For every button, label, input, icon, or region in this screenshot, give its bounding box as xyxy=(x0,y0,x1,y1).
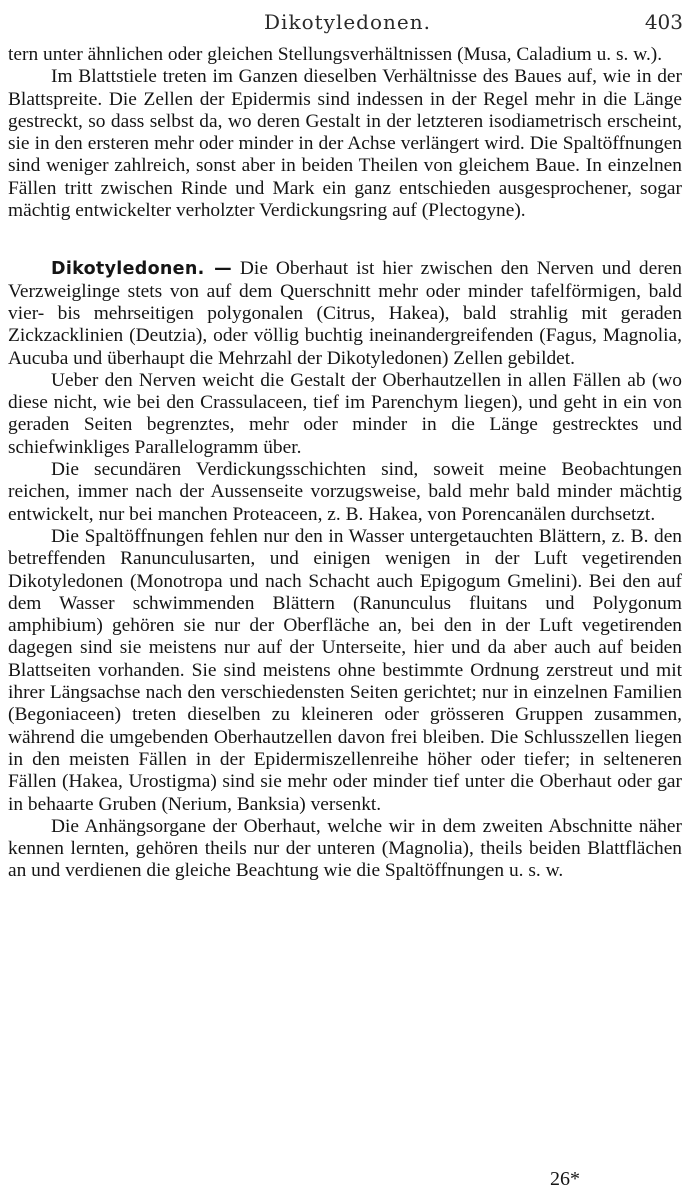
page-number: 403 xyxy=(644,10,683,34)
paragraph-dikotyledonen xyxy=(8,258,682,369)
paragraph-anhaengsorgane: Die Anhängsorgane der Oberhaut, welche wir in dem zweiten Abschnitte näher kennen lernten, gehören theils nur der unteren (Magnolia), theils beiden Blattflächen an und verdienen die gleiche Beachtung wie die Spaltöffnungen u. s. w. xyxy=(8,815,682,882)
paragraph-blattstiele: Im Blattstiele treten im Ganzen dieselben Verhältnisse des Baues auf, wie in der Blattspreite. Die Zellen der Epidermis sind indessen in der Regel mehr in die Länge gestreckt, so dass selbst da, wo deren Gestalt in der letzteren isodiametrisch erscheint, sie in den ersteren mehr oder minder in der Achse verlängert wird. Die Spaltöffnungen sind weniger zahlreich, sonst aber in beiden Theilen von gleichem Baue. In einzelnen Fällen tritt zwischen Rinde und Mark ein ganz entschieden ausgesprochener, sogar mächtig entwickelter verholzter Verdickungsring auf (Plectogyne). xyxy=(8,66,682,222)
section-gap xyxy=(8,222,682,258)
signature-mark: 26* xyxy=(550,1168,580,1190)
paragraph-continuation: tern unter ähnlichen oder gleichen Stellungsverhältnissen (Musa, Caladium u. s. w.). xyxy=(8,44,663,65)
running-head xyxy=(0,10,695,40)
body-text xyxy=(8,44,682,883)
paragraph-nerven: Ueber den Nerven weicht die Gestalt der Oberhautzellen in allen Fällen ab (wo diese nicht, wie bei den Crassulaceen, tief im Parenchym liegen), und geht in ein von geraden Seiten begrenztes, mehr oder minder in die Länge gestrecktes und schiefwinkliges Parallelogramm über. xyxy=(8,369,682,458)
paragraph-spaltoeffnungen: Die Spaltöffnungen fehlen nur den in Wasser untergetauchten Blättern, z. B. den betreffenden Ranunculusarten, und einigen wenigen in der Luft vegetirenden Dikotyledonen (Monotropa und nach Schacht auch Epigogum Gmelini). Bei den auf dem Wasser schwimmenden Blättern (Ranunculus fluitans und Polygonum amphibium) gehören sie nur der Oberfläche an, bei den in der Luft vegetirenden dagegen sind sie meistens nur auf der Unterseite, hier und da aber auch auf beiden Blattseiten vorhanden. Sie sind meistens ohne bestimmte Ordnung zerstreut und mit ihrer Längsachse nach den verschiedensten Seiten gerichtet; nur in einzelnen Familien (Begoniaceen) treten dieselben zu kleineren oder grösseren Gruppen zusammen, während die umgebenden Oberhautzellen davon frei bleiben. Die Schlusszellen liegen in den meisten Fällen in der Epidermiszellenreihe höher oder tiefer; in selteneren Fällen (Hakea, Urostigma) sind sie mehr oder minder tief unter die Oberhaut oder gar in behaarte Gruben (Nerium, Banksia) versenkt. xyxy=(8,525,682,815)
paragraph-verdickung: Die secundären Verdickungsschichten sind, soweit meine Beobachtungen reichen, immer nach der Aussenseite vorzugsweise, bald mehr bald minder mächtig entwickelt, nur bei manchen Proteaceen, z. B. Hakea, von Porencanälen durchsetzt. xyxy=(8,459,682,525)
paragraph-dikotyledonen-text: Die Oberhaut ist hier zwischen den Nerven und deren Verzweiglinge stets von auf dem Querschnitt mehr oder minder tafelförmigen, bald vier- bis mehrseitigen polygonalen (Citrus, Hakea), bald strahlig mit geraden Zickzacklinien (Deutzia), oder völlig buchtig ineinandergreifenden (Fagus, Magnolia, Aucuba und überhaupt die Mehrzahl der Dikotyledonen) Zellen gebildet. xyxy=(8,258,682,369)
section-heading: Dikotyledonen. — xyxy=(51,259,232,280)
running-title: Dikotyledonen. xyxy=(264,10,431,34)
